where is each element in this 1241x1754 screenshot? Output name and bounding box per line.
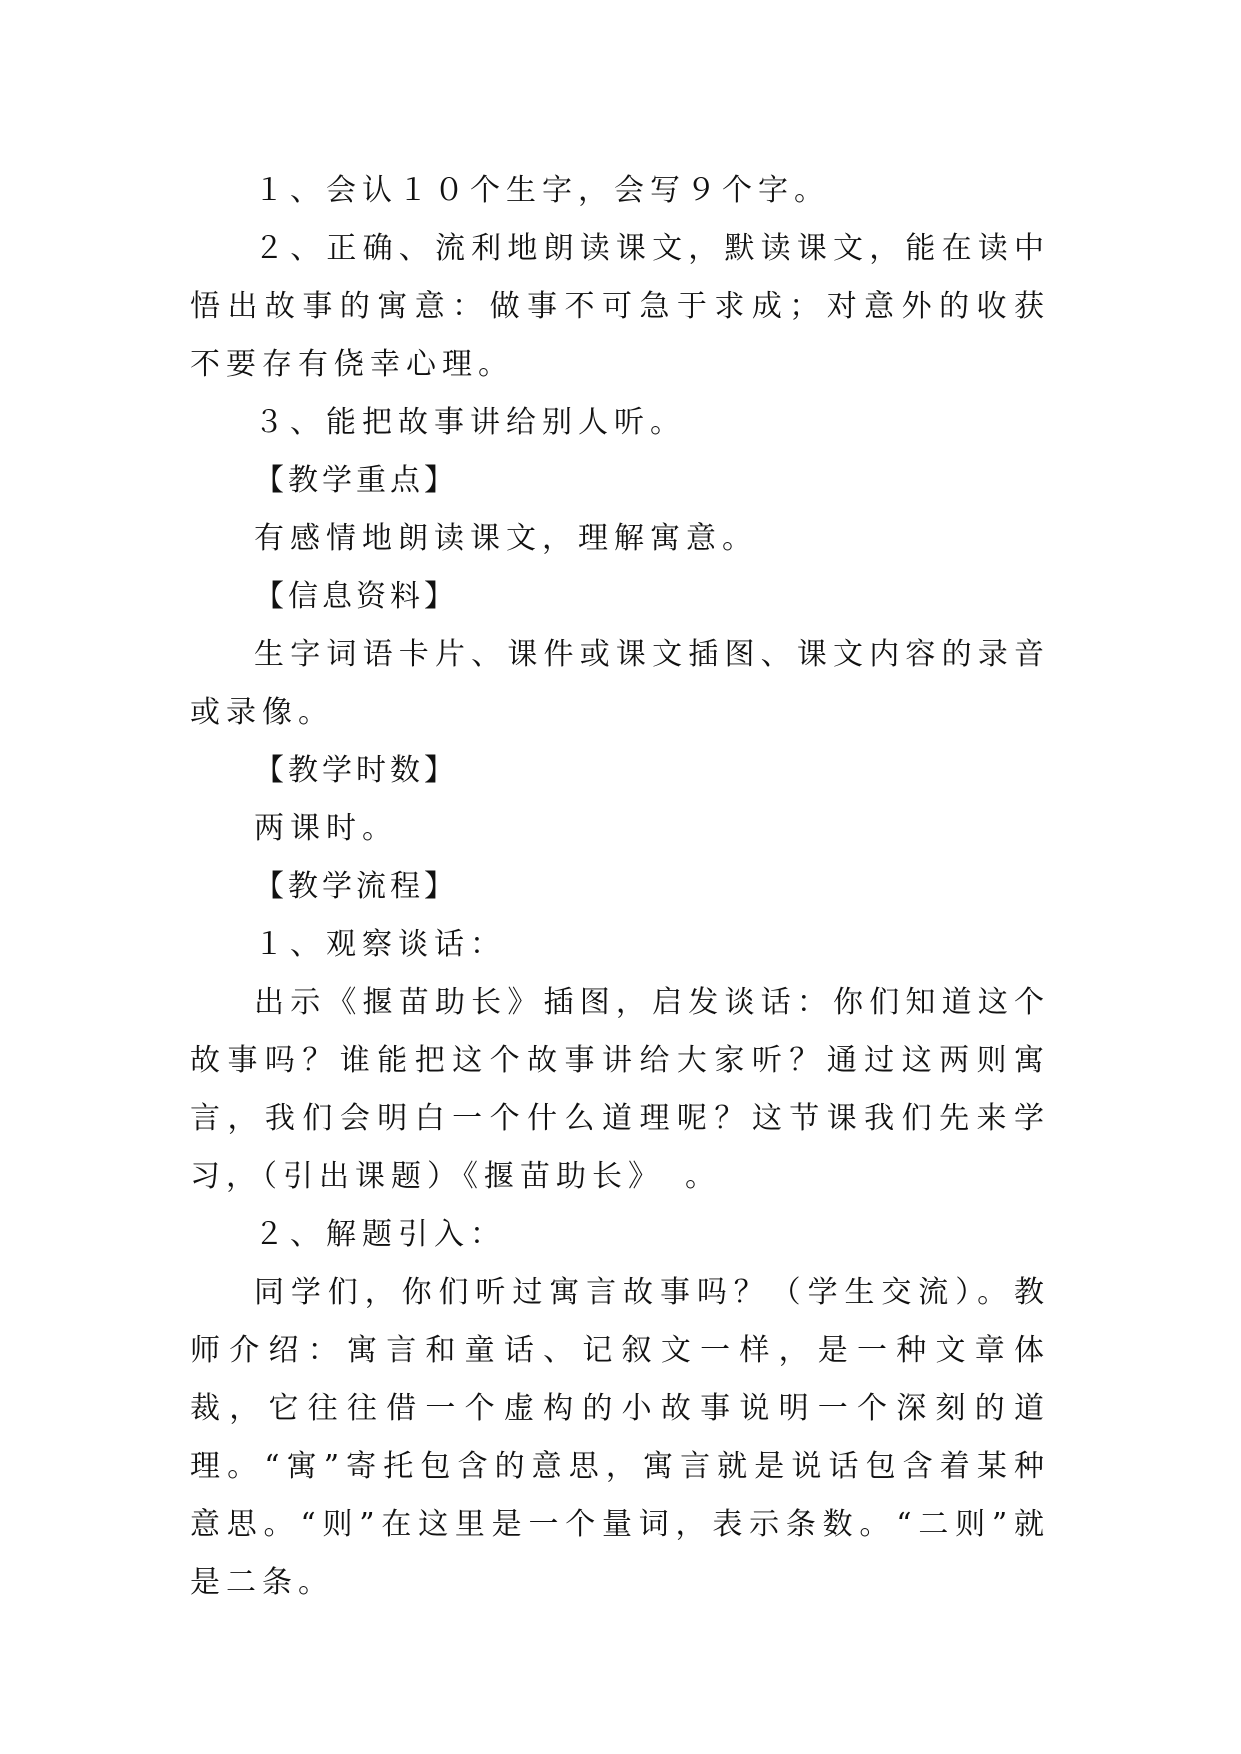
section-heading-procedure: 【教学流程】 (254, 869, 458, 904)
procedure-step-1-text: 出示《揠苗助长》插图，启发谈话：你们知道这个故事吗？谁能把这个故事讲给大家听？通过这两则寓言，我们会明白一个什么道理呢？这节课我们先来学习，（引出课题）《揠苗助长》 。 (190, 985, 1050, 1194)
materials-text: 生字词语卡片、课件或课文插图、课文内容的录音或录像。 (190, 637, 1050, 730)
objective-2: ２、正确、流利地朗读课文，默读课文，能在读中悟出故事的寓意：做事不可急于求成；对意外的收获不要存有侥幸心理。 (190, 231, 1050, 382)
section-heading-class-hours: 【教学时数】 (254, 753, 458, 788)
procedure-step-1-title: １、观察谈话： (254, 927, 506, 962)
procedure-step-2-text: 同学们，你们听过寓言故事吗？（学生交流）。教师介绍：寓言和童话、记叙文一样，是一种文章体裁，它往往借一个虚构的小故事说明一个深刻的道理。“寓”寄托包含的意思，寓言就是说话包含着某种意思。“则”在这里是一个量词，表示条数。“二则”就是二条。 (190, 1275, 1050, 1600)
section-heading-key-points: 【教学重点】 (254, 463, 458, 498)
class-hours-text: 两课时。 (254, 811, 398, 846)
objective-3: ３、能把故事讲给别人听。 (254, 405, 686, 440)
key-points-text: 有感情地朗读课文，理解寓意。 (254, 521, 758, 556)
document-body (190, 162, 1050, 1612)
section-heading-materials: 【信息资料】 (254, 579, 458, 614)
procedure-step-2-title: ２、解题引入： (254, 1217, 506, 1252)
objective-1: １、会认１０个生字，会写９个字。 (254, 173, 830, 208)
